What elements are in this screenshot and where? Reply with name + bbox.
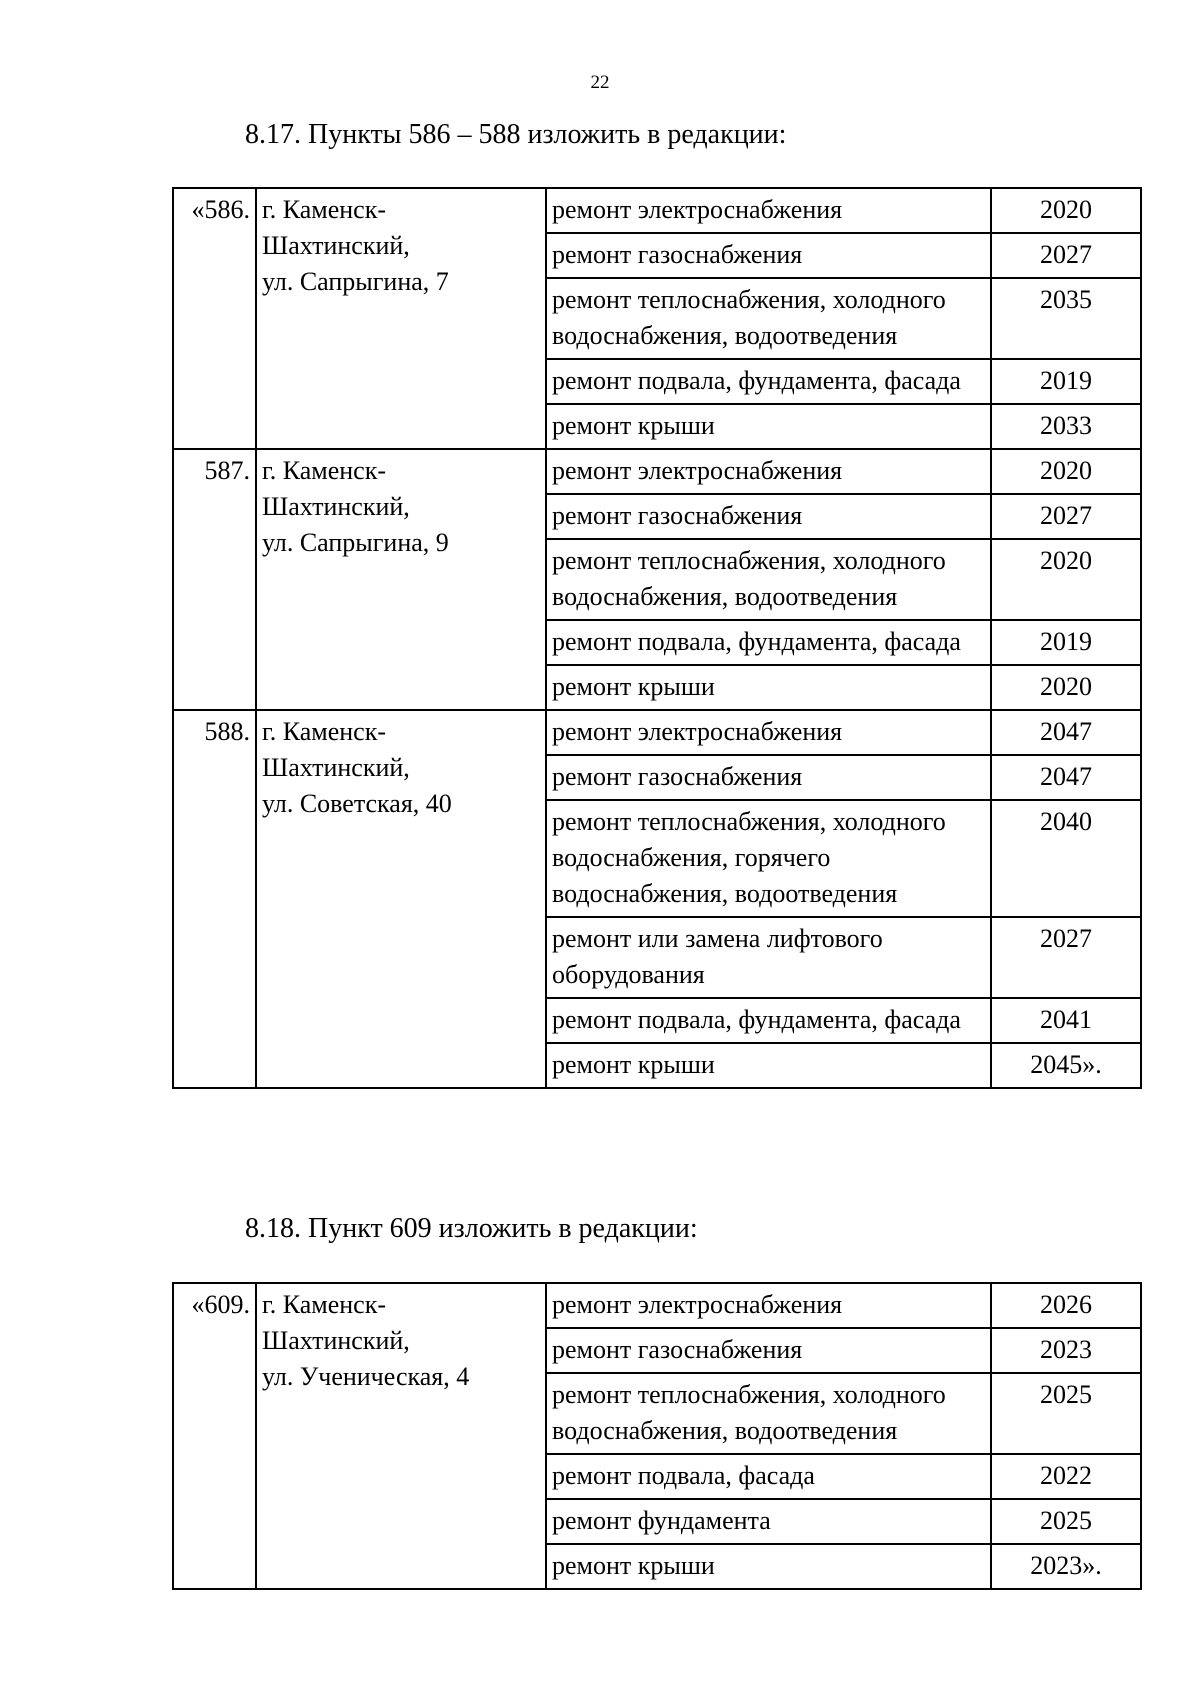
address-line: Шахтинский, [262, 1326, 410, 1355]
work-year: 2019 [991, 359, 1141, 404]
table-row [173, 449, 1141, 494]
work-type: ремонт электроснабжения [546, 1283, 991, 1328]
work-type: ремонт теплоснабжения, холодного водоснабжения, водоотведения [546, 539, 991, 620]
work-year: 2045». [991, 1043, 1141, 1088]
work-year: 2022 [991, 1454, 1141, 1499]
address-line: Шахтинский, [262, 492, 410, 521]
work-type: ремонт теплоснабжения, холодного водоснабжения, горячего водоснабжения, водоотведения [546, 800, 991, 917]
section-heading-8-17: 8.17. Пункты 586 – 588 изложить в редакции: [245, 119, 787, 150]
item-number: «609. [173, 1283, 256, 1589]
work-year: 2027 [991, 917, 1141, 998]
work-type: ремонт крыши [546, 1544, 991, 1589]
work-year: 2020 [991, 188, 1141, 233]
address-line: Шахтинский, [262, 231, 410, 260]
work-type: ремонт подвала, фундамента, фасада [546, 359, 991, 404]
table-row [173, 710, 1141, 755]
work-type: ремонт газоснабжения [546, 233, 991, 278]
work-year: 2020 [991, 449, 1141, 494]
work-type: ремонт электроснабжения [546, 449, 991, 494]
address-line: ул. Советская, 40 [262, 789, 452, 818]
address-line: г. Каменск- [262, 717, 387, 746]
work-year: 2020 [991, 539, 1141, 620]
work-year: 2026 [991, 1283, 1141, 1328]
work-year: 2035 [991, 278, 1141, 359]
work-year: 2033 [991, 404, 1141, 449]
address-line: г. Каменск- [262, 1290, 387, 1319]
work-type: ремонт крыши [546, 404, 991, 449]
work-type: ремонт подвала, фундамента, фасада [546, 998, 991, 1043]
address-line: Шахтинский, [262, 753, 410, 782]
work-type: ремонт теплоснабжения, холодного водоснабжения, водоотведения [546, 1373, 991, 1454]
work-type: ремонт крыши [546, 665, 991, 710]
work-type: ремонт теплоснабжения, холодного водоснабжения, водоотведения [546, 278, 991, 359]
address-line: г. Каменск- [262, 456, 387, 485]
work-year: 2023». [991, 1544, 1141, 1589]
work-year: 2019 [991, 620, 1141, 665]
item-address [256, 449, 546, 710]
address-line: ул. Ученическая, 4 [262, 1362, 470, 1391]
work-year: 2047 [991, 755, 1141, 800]
address-line: г. Каменск- [262, 195, 387, 224]
work-type: ремонт газоснабжения [546, 1328, 991, 1373]
item-number: 587. [173, 449, 256, 710]
page-number: 22 [590, 72, 610, 93]
work-year: 2041 [991, 998, 1141, 1043]
work-year: 2025 [991, 1499, 1141, 1544]
work-year: 2023 [991, 1328, 1141, 1373]
work-type: ремонт крыши [546, 1043, 991, 1088]
item-address [256, 1283, 546, 1589]
work-year: 2020 [991, 665, 1141, 710]
repair-schedule-table-8-18 [172, 1282, 1142, 1590]
work-year: 2047 [991, 710, 1141, 755]
work-type: ремонт подвала, фундамента, фасада [546, 620, 991, 665]
table-row [173, 1283, 1141, 1328]
work-type: ремонт или замена лифтового оборудования [546, 917, 991, 998]
work-type: ремонт подвала, фасада [546, 1454, 991, 1499]
repair-schedule-table-8-17 [172, 187, 1142, 1089]
address-line: ул. Сапрыгина, 9 [262, 528, 449, 557]
item-number: «586. [173, 188, 256, 449]
work-type: ремонт газоснабжения [546, 755, 991, 800]
work-year: 2025 [991, 1373, 1141, 1454]
work-year: 2040 [991, 800, 1141, 917]
work-year: 2027 [991, 494, 1141, 539]
section-heading-8-18: 8.18. Пункт 609 изложить в редакции: [245, 1213, 698, 1244]
item-number: 588. [173, 710, 256, 1088]
work-type: ремонт электроснабжения [546, 710, 991, 755]
work-type: ремонт фундамента [546, 1499, 991, 1544]
work-type: ремонт электроснабжения [546, 188, 991, 233]
item-address [256, 188, 546, 449]
address-line: ул. Сапрыгина, 7 [262, 267, 449, 296]
work-year: 2027 [991, 233, 1141, 278]
table-row [173, 188, 1141, 233]
item-address [256, 710, 546, 1088]
work-type: ремонт газоснабжения [546, 494, 991, 539]
